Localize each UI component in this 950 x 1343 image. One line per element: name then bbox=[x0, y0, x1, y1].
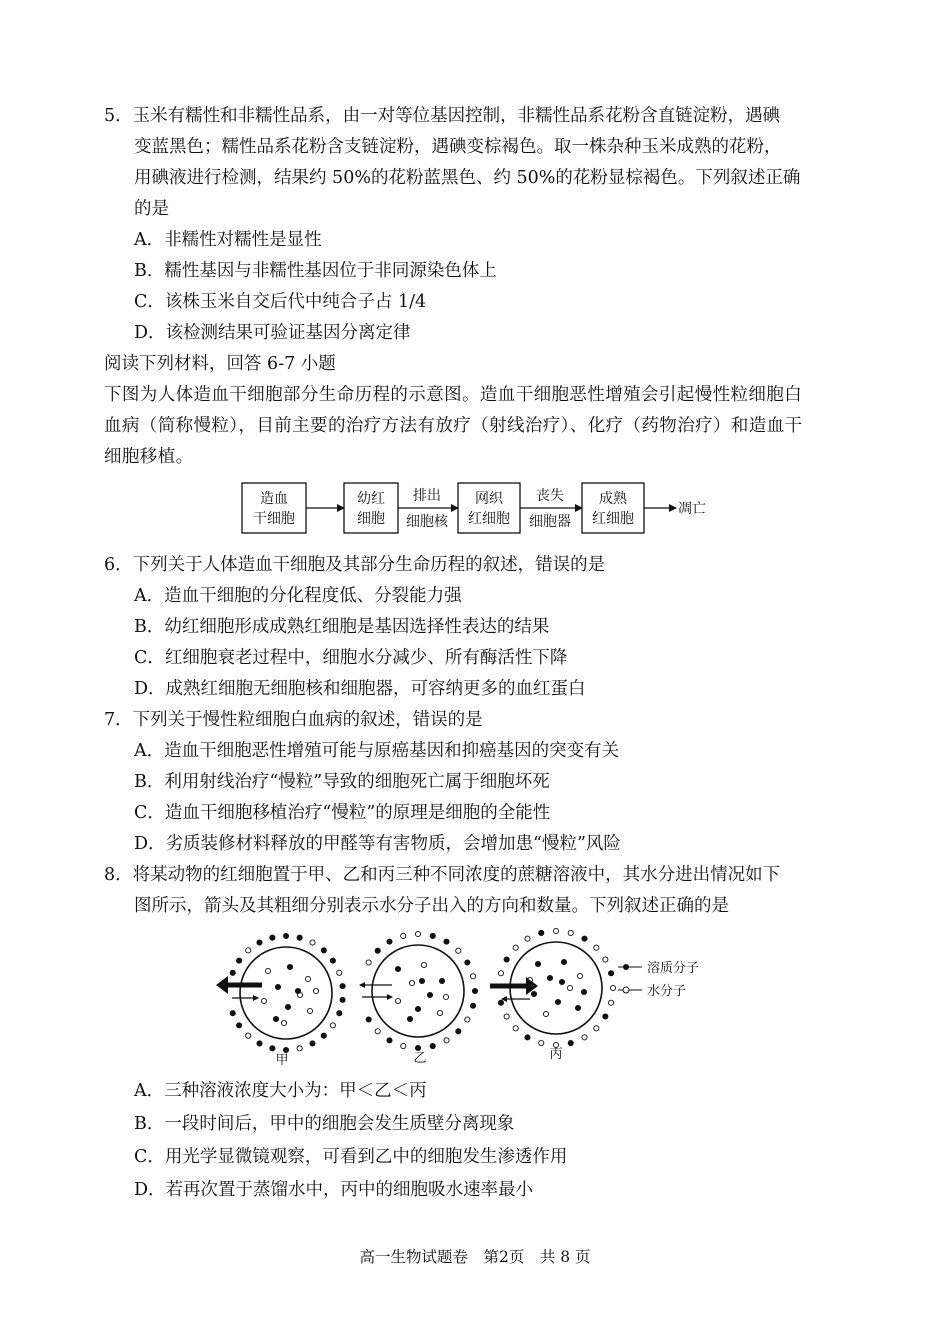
cell-yi-inner-dot bbox=[427, 992, 432, 997]
cell-jia-inner-dot bbox=[273, 1016, 278, 1021]
cell-jia-outer-dot bbox=[297, 935, 302, 940]
cell-yi-outer-dot bbox=[401, 933, 406, 938]
material-line-2: 血病（简称慢粒），目前主要的治疗方法有放疗（射线治疗）、化疗（药物治疗）和造血干 bbox=[104, 416, 803, 436]
cell-yi-inner-dot bbox=[395, 966, 400, 971]
cell-yi-outer-dot bbox=[387, 1038, 392, 1043]
flow-box-reticulocyte-line2: 红细胞 bbox=[468, 511, 510, 527]
cell-jia-inner-dot bbox=[305, 976, 310, 981]
cell-jia-inner-dot bbox=[295, 988, 300, 993]
flow-end-label: 凋亡 bbox=[678, 501, 706, 517]
q7-stem: 7．下列关于慢性粒细胞白血病的叙述，错误的是 bbox=[104, 710, 483, 730]
material-line-3: 细胞移植。 bbox=[104, 447, 194, 467]
osmosis-legend bbox=[618, 960, 699, 999]
q6-stem: 6．下列关于人体造血干细胞及其部分生命历程的叙述，错误的是 bbox=[104, 555, 606, 575]
q5-line-1: 5．玉米有糯性和非糯性品系，由一对等位基因控制，非糯性品系花粉含直链淀粉，遇碘 bbox=[104, 106, 781, 126]
cell-jia-outer-dot bbox=[230, 970, 235, 975]
cell-bing-inner-dot bbox=[559, 979, 564, 984]
cell-jia-outer-dot bbox=[310, 1041, 315, 1046]
flow-arrow-label-2-top: 丧失 bbox=[536, 488, 564, 504]
legend-solute-label: 溶质分子 bbox=[647, 961, 700, 976]
cell-yi-outer-dot bbox=[375, 1029, 380, 1034]
cell-jia-outer-dot bbox=[340, 997, 345, 1002]
cell-yi-outer-dot bbox=[456, 1029, 461, 1034]
cell-bing-inner-dot bbox=[543, 1011, 548, 1016]
cell-yi-inner-dot bbox=[421, 962, 426, 967]
cell-yi-inner-dot bbox=[437, 1010, 442, 1015]
flow-arrow-label-1-top: 排出 bbox=[413, 488, 441, 504]
q5-option-b: B．糯性基因与非糯性基因位于非同源染色体上 bbox=[134, 261, 497, 281]
cell-bing-outer-dot bbox=[504, 957, 509, 962]
cell-bing-outer-dot bbox=[603, 1014, 608, 1019]
flow-box-stem-cell-line2: 干细胞 bbox=[253, 511, 295, 527]
cell-jia-outer-dot bbox=[330, 958, 335, 963]
q6-option-b: B．幼红细胞形成成熟红细胞是基因选择性表达的结果 bbox=[134, 617, 550, 637]
cell-yi-outer-dot bbox=[430, 933, 435, 938]
flow-box-mature-cell-line1: 成熟 bbox=[599, 491, 627, 507]
cell-jia-inner-dot bbox=[261, 998, 266, 1003]
q6-option-d: D．成熟红细胞无细胞核和细胞器，可容纳更多的血红蛋白 bbox=[134, 679, 586, 699]
cell-bing-outer-dot bbox=[513, 1026, 518, 1031]
q6-option-a: A．造血干细胞的分化程度低、分裂能力强 bbox=[134, 586, 462, 606]
flow-arrow-label-1-bottom: 细胞核 bbox=[406, 514, 448, 530]
cell-bing-inner-dot bbox=[561, 959, 566, 964]
cell-bing-outer-dot bbox=[525, 1035, 530, 1040]
cell-jia bbox=[216, 933, 345, 1068]
q5-option-d: D．该检测结果可验证基因分离定律 bbox=[134, 323, 411, 343]
cell-bing-outer-dot bbox=[568, 1040, 573, 1045]
cell-yi-inner-dot bbox=[419, 978, 424, 983]
cell-bing-outer-dot bbox=[603, 957, 608, 962]
cell-bing-label: 丙 bbox=[549, 1047, 563, 1062]
cell-yi-label: 乙 bbox=[413, 1051, 427, 1066]
flow-box-nucleated-cell-line2: 细胞 bbox=[357, 511, 385, 527]
q8-option-c: C．用光学显微镜观察，可看到乙中的细胞发生渗透作用 bbox=[134, 1147, 568, 1167]
flow-box-stem-cell-line1: 造血 bbox=[260, 491, 288, 507]
cell-bing-inner-dot bbox=[547, 975, 552, 980]
cell-bing-outer-dot bbox=[553, 928, 558, 933]
cell-bing-outer-dot bbox=[594, 1026, 599, 1031]
cell-bing-inner-dot bbox=[581, 989, 586, 994]
cell-yi-outer-dot bbox=[366, 1017, 371, 1022]
legend-water-label: 水分子 bbox=[647, 984, 687, 999]
q8-option-b: B．一段时间后，甲中的细胞会发生质壁分离现象 bbox=[134, 1114, 515, 1134]
cell-bing-inner-dot bbox=[555, 999, 560, 1004]
cell-bing-outer-dot bbox=[608, 1000, 613, 1005]
q5-line-3: 用碘液进行检测，结果约 50%的花粉蓝黑色、约 50%的花粉显棕褐色。下列叙述正确 bbox=[134, 168, 801, 188]
cell-yi-outer-dot bbox=[465, 960, 470, 965]
cell-bing-inner-dot bbox=[531, 991, 536, 996]
cell-yi-outer-dot bbox=[366, 960, 371, 965]
cell-yi-inner-dot bbox=[439, 978, 444, 983]
cell-jia-outer-dot bbox=[246, 948, 251, 953]
cell-jia-outer-dot bbox=[337, 970, 342, 975]
q8-line-2: 图所示，箭头及其粗细分别表示水分子出入的方向和数量。下列叙述正确的是 bbox=[134, 896, 729, 916]
cell-yi-outer-dot bbox=[465, 1017, 470, 1022]
cell-jia-outer-dot bbox=[283, 933, 288, 938]
q6-option-c: C．红细胞衰老过程中，细胞水分减少、所有酶活性下降 bbox=[134, 648, 568, 668]
page-footer: 高一生物试题卷 第2页 共 8 页 bbox=[359, 1248, 591, 1266]
flow-box-nucleated-cell-line1: 幼红 bbox=[357, 491, 385, 507]
q5-option-a: A．非糯性对糯性是显性 bbox=[134, 230, 322, 250]
cell-jia-outer-dot bbox=[270, 1046, 275, 1051]
cell-yi-outer-dot bbox=[401, 1043, 406, 1048]
cell-jia-outer-dot bbox=[270, 935, 275, 940]
cell-jia-outer-dot bbox=[236, 958, 241, 963]
cell-jia-outer-dot bbox=[340, 984, 345, 989]
cell-jia-outer-dot bbox=[310, 940, 315, 945]
cell-yi-outer-dot bbox=[444, 939, 449, 944]
cell-bing-outer-dot bbox=[498, 1000, 503, 1005]
q5-line-4: 的是 bbox=[134, 199, 169, 219]
q7-option-b: B．利用射线治疗“慢粒”导致的细胞死亡属于细胞坏死 bbox=[134, 772, 550, 792]
cell-jia-outer-dot bbox=[257, 1041, 262, 1046]
cell-bing-outer-dot bbox=[513, 945, 518, 950]
flow-box-reticulocyte-line1: 网织 bbox=[475, 491, 503, 507]
cell-yi-inner-dot bbox=[395, 998, 400, 1003]
q8-line-1: 8．将某动物的红细胞置于甲、乙和丙三种不同浓度的蔗糖溶液中，其水分进出情况如下 bbox=[104, 865, 781, 885]
cell-yi-outer-dot bbox=[430, 1043, 435, 1048]
cell-jia-inner-dot bbox=[313, 988, 318, 993]
legend-solute-marker bbox=[623, 964, 629, 970]
cell-yi-outer-dot bbox=[375, 948, 380, 953]
cell-yi-outer-dot bbox=[415, 1045, 420, 1050]
q7-option-c: C．造血干细胞移植治疗“慢粒”的原理是细胞的全能性 bbox=[134, 803, 551, 823]
cell-jia-label: 甲 bbox=[275, 1053, 289, 1068]
cell-jia-inner-dot bbox=[281, 1020, 286, 1025]
cell-jia-outer-dot bbox=[236, 1023, 241, 1028]
cell-jia-outer-dot bbox=[257, 940, 262, 945]
cell-bing-outer-dot bbox=[610, 985, 615, 990]
cell-yi-outer-dot bbox=[470, 974, 475, 979]
cell-bing bbox=[490, 928, 616, 1062]
q5-line-2: 变蓝黑色；糯性品系花粉含支链淀粉，遇碘变棕褐色。取一株杂种玉米成熟的花粉， bbox=[134, 137, 782, 157]
cell-jia-outer-dot bbox=[246, 1033, 251, 1038]
cell-jia-inner-dot bbox=[265, 968, 270, 973]
material-line-1: 下图为人体造血干细胞部分生命历程的示意图。造血干细胞恶性增殖会引起慢性粒细胞白 bbox=[104, 385, 803, 405]
cell-bing-outer-dot bbox=[568, 930, 573, 935]
cell-yi-inner-dot bbox=[443, 994, 448, 999]
q5-option-c: C．该株玉米自交后代中纯合子占 1/4 bbox=[134, 292, 427, 312]
material-heading: 阅读下列材料，回答 6-7 小题 bbox=[104, 354, 336, 374]
cell-bing-outer-dot bbox=[608, 971, 613, 976]
legend-water-marker bbox=[623, 987, 629, 993]
flow-arrow-label-2-bottom: 细胞器 bbox=[529, 514, 571, 530]
q7-option-a: A．造血干细胞恶性增殖可能与原癌基因和抑癌基因的突变有关 bbox=[134, 741, 620, 761]
cell-jia-out-arrowhead bbox=[216, 976, 228, 994]
cell-bing-outer-dot bbox=[582, 1035, 587, 1040]
cell-yi-outer-dot bbox=[415, 931, 420, 936]
cell-yi-outer-dot bbox=[387, 939, 392, 944]
cell-jia-outer-dot bbox=[321, 1033, 326, 1038]
cell-jia-inner-dot bbox=[307, 1008, 312, 1013]
cell-yi-outer-dot bbox=[470, 1003, 475, 1008]
cell-jia-inner-dot bbox=[275, 984, 280, 989]
cell-bing-outer-dot bbox=[582, 936, 587, 941]
cell-bing-inner-dot bbox=[567, 985, 572, 990]
cell-jia-inner-dot bbox=[287, 964, 292, 969]
cell-jia-outer-dot bbox=[230, 1011, 235, 1016]
cell-bing-outer-dot bbox=[504, 1014, 509, 1019]
cell-yi-inner-dot bbox=[415, 1006, 420, 1011]
flow-box-mature-cell-line2: 红细胞 bbox=[592, 511, 634, 527]
cell-bing-inner-dot bbox=[535, 961, 540, 966]
q7-option-d: D．劣质装修材料释放的甲醛等有害物质，会增加患“慢粒”风险 bbox=[134, 834, 621, 854]
cell-yi bbox=[360, 931, 478, 1066]
cell-jia-outer-dot bbox=[330, 1023, 335, 1028]
cell-bing-outer-dot bbox=[525, 936, 530, 941]
cell-yi-outer-dot bbox=[472, 988, 477, 993]
q8-option-d: D．若再次置于蒸馏水中，丙中的细胞吸水速率最小 bbox=[134, 1180, 534, 1200]
cell-yi-outer-dot bbox=[444, 1038, 449, 1043]
cell-jia-outer-dot bbox=[321, 948, 326, 953]
cell-yi-inner-dot bbox=[407, 1016, 412, 1021]
cell-yi-outer-dot bbox=[456, 948, 461, 953]
cell-bing-outer-dot bbox=[594, 945, 599, 950]
cell-bing-outer-dot bbox=[539, 930, 544, 935]
cell-bing-inner-dot bbox=[575, 1005, 580, 1010]
cell-jia-inner-dot bbox=[285, 1004, 290, 1009]
cell-bing-inner-dot bbox=[577, 973, 582, 978]
cell-jia-outer-dot bbox=[283, 1047, 288, 1052]
cell-yi-inner-dot bbox=[409, 980, 414, 985]
q8-option-a: A．三种溶液浓度大小为：甲＜乙＜丙 bbox=[134, 1081, 427, 1101]
cell-jia-outer-dot bbox=[337, 1011, 342, 1016]
cell-bing-outer-dot bbox=[539, 1040, 544, 1045]
cell-jia-outer-dot bbox=[297, 1046, 302, 1051]
cell-bing-outer-dot bbox=[498, 971, 503, 976]
